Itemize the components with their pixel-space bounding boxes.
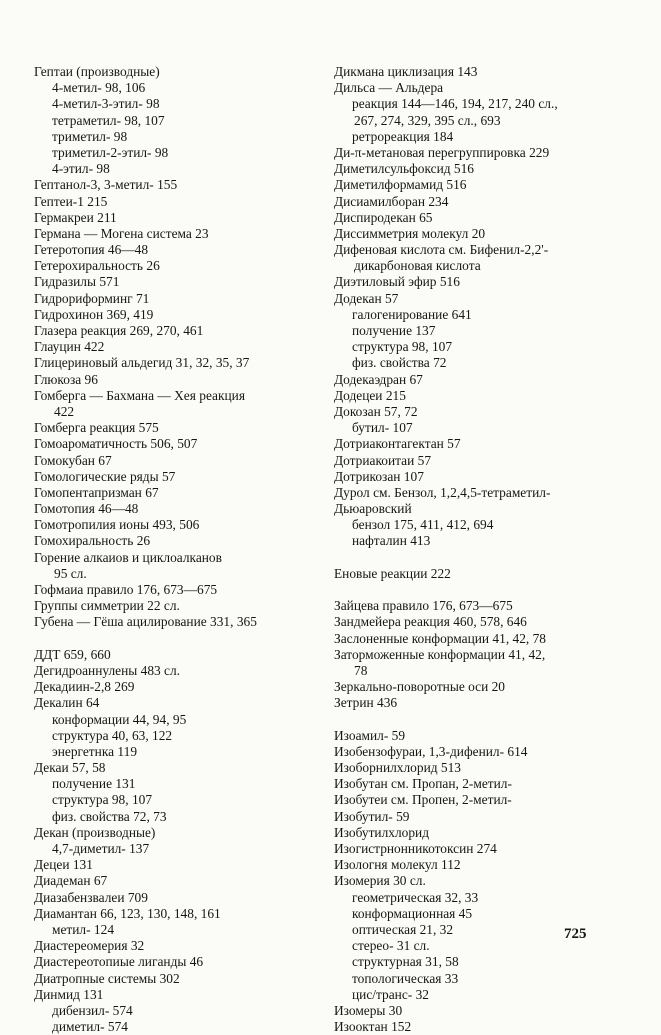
index-entry: Гомокубан 67 (34, 452, 112, 468)
index-entry: Гомотропилия ионы 493, 506 (34, 517, 200, 533)
index-entry: Диметилсульфоксид 516 (334, 161, 474, 177)
index-entry: Изологня молекул 112 (334, 857, 461, 873)
index-entry: Гофмаиа правило 176, 673—675 (34, 582, 218, 597)
index-subentry: цис/транс- 32 (352, 986, 429, 1002)
section-gap (334, 712, 634, 728)
index-subentry: дикарбоновая кислота (354, 258, 481, 274)
index-entry: Гомотопия 46—48 (34, 501, 139, 517)
index-entry: Гомберга — Бахмана — Хея реакция (34, 387, 245, 403)
index-entry: Гептанол-3, 3-метил- 155 (34, 177, 178, 193)
index-entry: Зандмейера реакция 460, 578, 646 (334, 614, 527, 630)
index-entry: Диметилформамид 516 (334, 177, 467, 193)
index-entry: Заслоненные конформации 41, 42, 78 (334, 630, 546, 646)
index-entry: Зетрин 436 (334, 695, 398, 711)
index-entry: Дегидроаннулены 483 сл. (34, 662, 181, 678)
index-subentry: структура 98, 107 (352, 339, 453, 355)
index-entry: Изобутилхлорид (334, 824, 430, 840)
index-entry: Зеркально-поворотные оси 20 (334, 679, 506, 695)
index-subentry: топологическая 33 (352, 970, 459, 986)
index-entry: Диастереомерия 32 (34, 938, 145, 954)
index-subentry: 4-этил- 98 (52, 161, 110, 177)
index-entry: Глазера реакция 269, 270, 461 (34, 323, 204, 338)
index-entry: Гомологические ряды 57 (34, 468, 176, 484)
index-entry: Диастереотопиые лиганды 46 (34, 954, 204, 970)
index-entry: Еновые реакции 222 (334, 565, 451, 581)
index-subentry: оптическая 21, 32 (352, 921, 454, 937)
index-subentry: 78 (354, 662, 368, 678)
index-entry: Дифеновая кислота см. Бифенил-2,2'- (334, 242, 549, 258)
page-number: 725 (564, 926, 587, 942)
index-entry: Диадеман 67 (34, 873, 108, 889)
index-entry: Губена — Гёша ацилирование 331, 365 (34, 614, 257, 630)
index-subentry: геометрическая 32, 33 (352, 889, 479, 905)
index-entry: Дьюаровский (334, 501, 412, 517)
index-subentry: структура 40, 63, 122 (52, 727, 173, 743)
index-subentry: 267, 274, 329, 395 сл., 693 (354, 112, 501, 128)
index-entry: Гептаи (производные) (34, 64, 160, 79)
index-entry: Гетеротопия 46—48 (34, 242, 149, 258)
index-subentry: триметил- 98 (52, 128, 128, 144)
index-subentry: метил- 124 (52, 921, 115, 937)
section-gap (334, 582, 634, 598)
index-subentry: реакция 144—146, 194, 217, 240 сл., (352, 96, 558, 112)
index-entry: Диэтиловый эфир 516 (334, 274, 460, 290)
index-entry: Группы симметрии 22 сл. (34, 598, 180, 614)
index-subentry: энергетнка 119 (52, 743, 138, 759)
index-entry: Гомопентапризман 67 (34, 484, 159, 500)
index-entry: Дотриакоитаи 57 (334, 452, 432, 468)
index-entry: Дисиамилборан 234 (334, 193, 449, 209)
index-entry: Гептеи-1 215 (34, 193, 108, 209)
index-entry: Гидразилы 571 (34, 274, 120, 290)
index-entry: Гидрохинон 369, 419 (34, 306, 154, 322)
index-entry: Гидрориформинг 71 (34, 290, 150, 306)
index-entry: Дурол см. Бензол, 1,2,4,5-тетраметил- (334, 484, 551, 500)
index-entry: Диатропные системы 302 (34, 970, 180, 986)
index-subentry: получение 131 (52, 776, 136, 792)
index-entry: Изобутил- 59 (334, 808, 410, 824)
index-subentry: тетраметил- 98, 107 (52, 112, 165, 128)
index-entry: Дильса — Альдера (334, 80, 444, 96)
index-entry: Диспиродекан 65 (334, 209, 433, 225)
index-entry: Изогистрнонникотоксин 274 (334, 841, 497, 856)
index-subentry: получение 137 (352, 323, 436, 338)
index-entry: Декан (производные) (34, 824, 156, 840)
right-column (334, 64, 634, 1035)
index-entry: Гомохиральность 26 (34, 533, 151, 549)
index-subentry: диметил- 574 (52, 1019, 128, 1035)
index-entry: Декаи 57, 58 (34, 760, 106, 776)
index-subentry: 422 (54, 403, 75, 419)
index-subentry: дибензил- 574 (52, 1002, 133, 1018)
index-subentry: триметил-2-этил- 98 (52, 144, 169, 160)
index-entry: Гомберга реакция 575 (34, 420, 159, 436)
index-entry: Горение алкаиов и циклоалканов (34, 549, 222, 565)
index-entry: Диазабензвалеи 709 (34, 889, 148, 905)
index-entry: Додекаэдран 67 (334, 371, 423, 387)
index-subentry: бензол 175, 411, 412, 694 (352, 517, 494, 533)
index-entry: Додекан 57 (334, 290, 399, 306)
index-subentry: структура 98, 107 (52, 792, 153, 808)
index-subentry: физ. свойства 72 (352, 355, 447, 371)
index-subentry: структурная 31, 58 (352, 954, 459, 970)
index-entry: Изобутан см. Пропан, 2-метил- (334, 776, 512, 792)
index-entry: Изооктан 152 (334, 1019, 412, 1035)
index-entry: Глауцин 422 (34, 339, 105, 355)
index-entry: Динмид 131 (34, 986, 104, 1002)
index-subentry: 4-метил-3-этил- 98 (52, 96, 160, 112)
index-entry: Глицериновый альдегид 31, 32, 35, 37 (34, 355, 250, 371)
index-subentry: 4-метил- 98, 106 (52, 80, 146, 96)
index-entry: Гомоароматичность 506, 507 (34, 436, 198, 452)
index-entry: Децеи 131 (34, 857, 93, 873)
index-entry: Глюкоза 96 (34, 371, 98, 387)
index-entry: Германа — Могена система 23 (34, 225, 209, 241)
index-entry: Декадиин-2,8 269 (34, 679, 135, 695)
index-subentry: конформационная 45 (352, 905, 473, 921)
index-subentry: 4,7-диметил- 137 (52, 841, 150, 856)
index-subentry: физ. свойства 72, 73 (52, 808, 167, 824)
index-entry: Заторможенные конформации 41, 42, (334, 646, 546, 662)
index-subentry: 95 сл. (54, 565, 87, 581)
index-subentry: конформации 44, 94, 95 (52, 711, 187, 727)
index-entry: Изобутеи см. Пропен, 2-метил- (334, 792, 512, 808)
index-subentry: ретрореакция 184 (352, 128, 454, 144)
index-entry: Декалин 64 (34, 695, 100, 711)
index-entry: Изобензофураи, 1,3-дифенил- 614 (334, 743, 528, 759)
index-subentry: галогенирование 641 (352, 306, 472, 322)
section-gap (34, 631, 296, 647)
index-entry: Додецеи 215 (334, 387, 406, 403)
index-entry: Изомерия 30 сл. (334, 873, 426, 889)
section-gap (334, 550, 634, 566)
index-entry: ДДТ 659, 660 (34, 646, 111, 662)
index-entry: Гермакреи 211 (34, 209, 117, 225)
index-entry: Изоамил- 59 (334, 727, 406, 743)
index-subentry: стерео- 31 сл. (352, 938, 430, 954)
index-entry: Дикмана циклизация 143 (334, 64, 478, 79)
index-subentry: нафталин 413 (352, 533, 431, 549)
index-entry: Диамантан 66, 123, 130, 148, 161 (34, 905, 221, 921)
index-entry: Гетерохиральность 26 (34, 258, 160, 274)
index-entry: Изоборнилхлорид 513 (334, 760, 461, 776)
index-entry: Зайцева правило 176, 673—675 (334, 598, 513, 614)
index-subentry: бутил- 107 (352, 420, 413, 436)
index-entry: Ди-π-метановая перегруппировка 229 (334, 144, 550, 160)
index-entry: Дотриаконтагектан 57 (334, 436, 461, 452)
index-entry: Дотрикозан 107 (334, 468, 424, 484)
index-entry: Диссимметрия молекул 20 (334, 225, 486, 241)
index-entry: Докозан 57, 72 (334, 403, 418, 419)
left-column (34, 64, 296, 1035)
index-entry: Изомеры 30 (334, 1002, 403, 1018)
